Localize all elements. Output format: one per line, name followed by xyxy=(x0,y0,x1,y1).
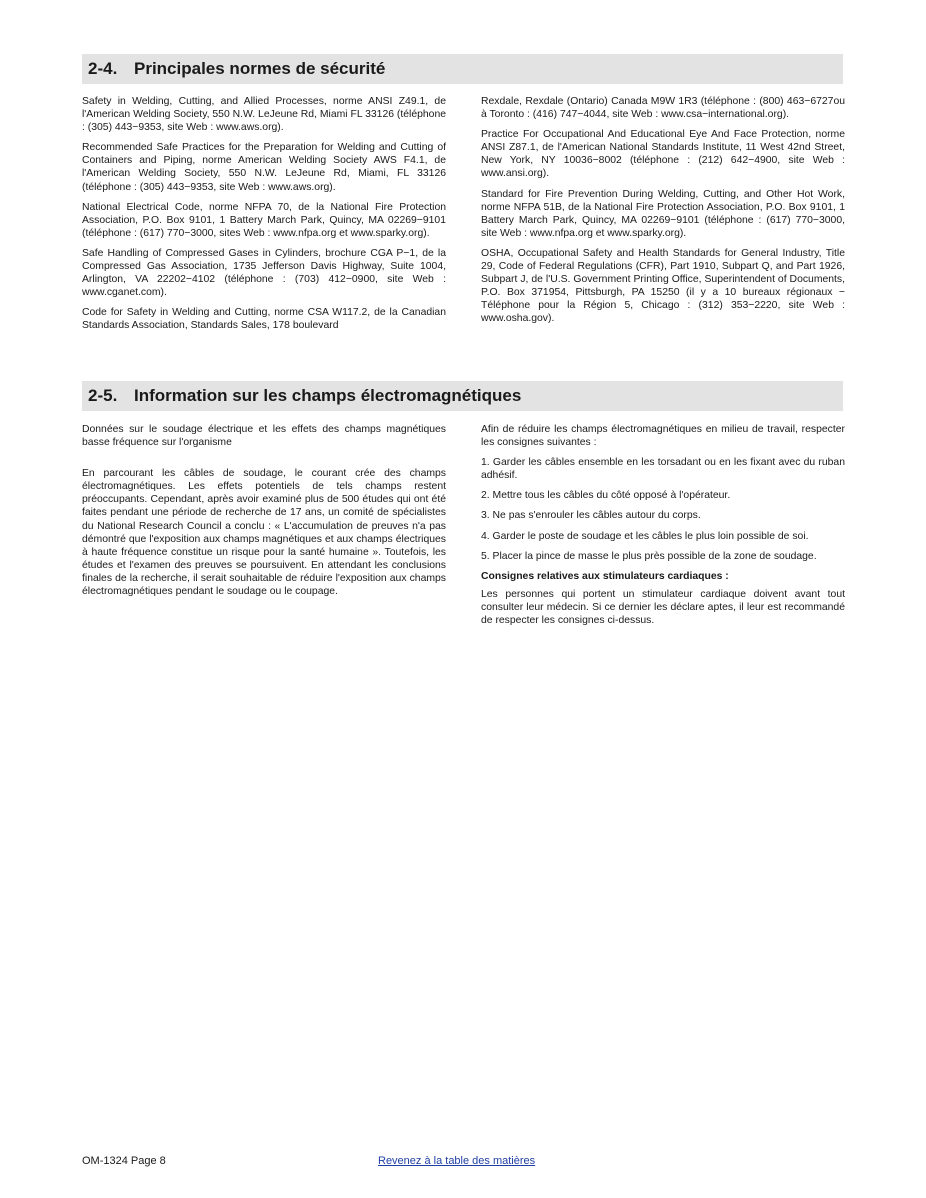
section-2-4-header xyxy=(82,54,843,84)
page-number-label: OM-1324 Page 8 xyxy=(82,1155,166,1167)
pacemaker-text: Les personnes qui portent un stimulateur cardiaque doivent avant tout consulter leur médecin. Si ce dernier les déclare aptes, il leur est recommandé de respecter les consignes ci-dessus. xyxy=(481,588,845,627)
standard-paragraph: Code for Safety in Welding and Cutting, norme CSA W117.2, de la Canadian Standards Association, Standards Sales, 178 boulevard xyxy=(82,307,446,332)
standard-paragraph: Recommended Safe Practices for the Preparation for Welding and Cutting of Containers and Piping, norme American Welding Society AWS F4.1, de l'American Welding Society, 550 N.W. LeJeune Rd, Miami, FL 33126 (téléphone : (305) 443−9353, site Web : www.aws.org). xyxy=(82,142,446,193)
emf-body: En parcourant les câbles de soudage, le courant crée des champs électromagnétiques. Les effets potentiels de tels champs restent préoccupants. Cependant, après avoir examiné plus de 500 études qui ont été faites pendant une période de recherche de 17 ans, un comité de spécialistes du National Research Council a conclu : « L'accumulation de preuves n'a pas démontré que l'exposition aux champs magnétiques et aux champs électriques à haute fréquence constitue un risque pour la santé humaine ». Toutefois, les études et l'examen des preuves se poursuivent. En attendant les conclusions finales de la recherche, il serait souhaitable de réduire l'exposition aux champs électromagnétiques pendant le soudage ou le coupage. xyxy=(82,468,446,598)
section-2-4-title: Principales normes de sécurité xyxy=(134,59,386,78)
section-2-5-left-column xyxy=(82,423,446,605)
standard-paragraph: OSHA, Occupational Safety and Health Standards for General Industry, Title 29, Code of Federal Regulations (CFR), Part 1910, Subpart Q, and Part 1926, Subpart J, de l'U.S. Government Printing Office, Superintendent of Documents, P.O. Box 371954, Pittsburgh, PA 15250 (il y a 10 bureaux régionaux − Téléphone pour la Région 5, Chicago : (312) 353−2220, site Web : www.osha.gov). xyxy=(481,247,845,325)
standard-paragraph: Safe Handling of Compressed Gases in Cylinders, brochure CGA P−1, de la Compressed Gas Association, 1735 Jefferson Davis Highway, Suite 1004, Arlington, VA 22202−4102 (téléphone : (703) 412−0900, site Web : www.cganet.com). xyxy=(82,247,446,299)
section-2-5-right-column xyxy=(481,423,845,634)
standard-paragraph: National Electrical Code, norme NFPA 70, de la National Fire Protection Association, P.O. Box 9101, 1 Battery March Park, Quincy, MA 02269−9101 (téléphone : (617) 770−3000, sites Web : www.nfpa.org et www.sparky.org). xyxy=(82,201,446,239)
section-2-4-right-column xyxy=(481,95,845,333)
section-2-5-number: 2-5. xyxy=(88,386,118,405)
emf-guidelines-intro: Afin de réduire les champs électromagnétiques en milieu de travail, respecter les consignes suivantes : xyxy=(481,424,845,449)
pacemaker-heading: Consignes relatives aux stimulateurs cardiaques : xyxy=(481,570,729,582)
section-2-4-left-column xyxy=(82,95,446,340)
standard-paragraph: Practice For Occupational And Educational Eye And Face Protection, norme ANSI Z87.1, de l'American National Standards Institute, 11 West 42nd Street, New York, NY 10036−8002 (téléphone : (212) 642−4900, site Web : www.ansi.org). xyxy=(481,129,845,180)
section-2-4-number: 2-4. xyxy=(88,59,118,78)
guideline-item: 4. Garder le poste de soudage et les câbles le plus loin possible de soi. xyxy=(481,530,809,542)
section-2-5-header xyxy=(82,381,843,411)
guideline-item: 3. Ne pas s'enrouler les câbles autour du corps. xyxy=(481,510,701,522)
guideline-item: 5. Placer la pince de masse le plus près possible de la zone de soudage. xyxy=(481,550,817,562)
guideline-item: 2. Mettre tous les câbles du côté opposé à l'opérateur. xyxy=(481,490,731,502)
standard-paragraph: Safety in Welding, Cutting, and Allied Processes, norme ANSI Z49.1, de l'American Welding Society, 550 N.W. LeJeune Rd, Miami FL 33126 (téléphone : (305) 443−9353, site Web : www.aws.org). xyxy=(82,96,446,134)
standard-paragraph: Rexdale, Rexdale (Ontario) Canada M9W 1R3 (téléphone : (800) 463−6727ou à Toronto : (416) 747−4044, site Web : www.csa−international.org). xyxy=(481,96,845,121)
standard-paragraph: Standard for Fire Prevention During Welding, Cutting, and Other Hot Work, norme NFPA 51B, de la National Fire Protection Association, P.O. Box 9101, 1 Battery March Park, Quincy, MA 02269−9101 (téléphone : (617) 770−3000, site Web : www.nfpa.org et www.sparky.org). xyxy=(481,188,845,239)
table-of-contents-link[interactable]: Revenez à la table des matières xyxy=(378,1155,536,1167)
section-2-5-title: Information sur les champs électromagnétiques xyxy=(134,386,522,405)
guideline-item: 1. Garder les câbles ensemble en les torsadant ou en les fixant avec du ruban adhésif. xyxy=(481,457,845,482)
emf-intro: Données sur le soudage électrique et les effets des champs magnétiques basse fréquence sur l'organisme xyxy=(82,424,446,449)
